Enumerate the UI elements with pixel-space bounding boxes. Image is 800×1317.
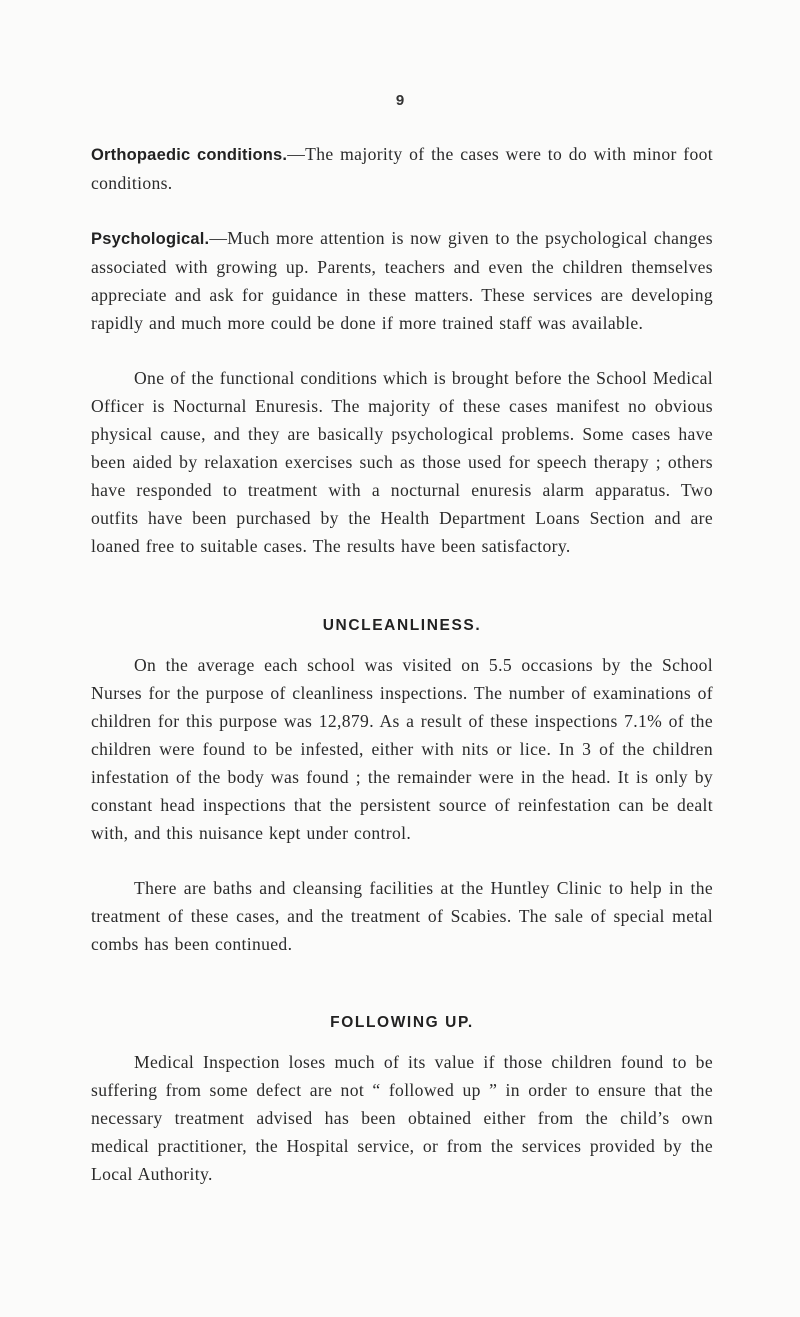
- following-up-heading: FOLLOWING UP.: [330, 1014, 474, 1031]
- psychological-text: —Much more attention is now given to the psychological changes associated with growing up. Parents, teachers and even the children themselves appreciate and ask for guidance in these matters. These services are developing rapidly and much more could be done if more trained staff was available.: [91, 228, 713, 333]
- psychological-paragraph: [91, 224, 713, 337]
- psychological-heading: Psychological.: [91, 230, 210, 248]
- uncleanliness-heading: UNCLEANLINESS.: [322, 617, 482, 634]
- following-up-paragraph: Medical Inspection loses much of its value if those children found to be suffering from some defect are not “ followed up ” in order to ensure that the necessary treatment advised has been obtained either from the child’s own medical practitioner, the Hospital service, or from the services provided by the Local Authority.: [91, 1052, 713, 1184]
- orthopaedic-text: —The majority of the cases were to do with minor foot conditions.: [91, 144, 714, 193]
- orthopaedic-paragraph: [91, 140, 713, 197]
- page-number: 9: [395, 92, 405, 109]
- uncleanliness-paragraph-2: There are baths and cleansing facilities at the Huntley Clinic to help in the treatment of these cases, and the treatment of Scabies. The sale of special metal combs has been continued.: [91, 878, 713, 954]
- enuresis-paragraph: One of the functional conditions which is brought before the School Medical Officer is Nocturnal Enuresis. The majority of these cases manifest no obvious physical cause, and they are basically psychological problems. Some cases have been aided by relaxation exercises such as those used for speech therapy ; others have responded to treatment with a nocturnal enuresis alarm apparatus. Two outfits have been purchased by the Health Department Loans Section and are loaned free to suitable cases. The results have been satisfactory.: [91, 368, 713, 556]
- body-text: [91, 140, 713, 1188]
- uncleanliness-paragraph-1: On the average each school was visited on 5.5 occasions by the School Nurses for the purpose of cleanliness inspections. The number of examinations of children for this purpose was 12,879. As a result of these inspections 7.1% of the children were found to be infested, either with nits or lice. In 3 of the children infestation of the body was found ; the remainder were in the head. It is only by constant head inspections that the persistent source of reinfestation can be dealt with, and this nuisance kept under control.: [91, 655, 713, 843]
- orthopaedic-heading: Orthopaedic conditions.: [91, 146, 288, 164]
